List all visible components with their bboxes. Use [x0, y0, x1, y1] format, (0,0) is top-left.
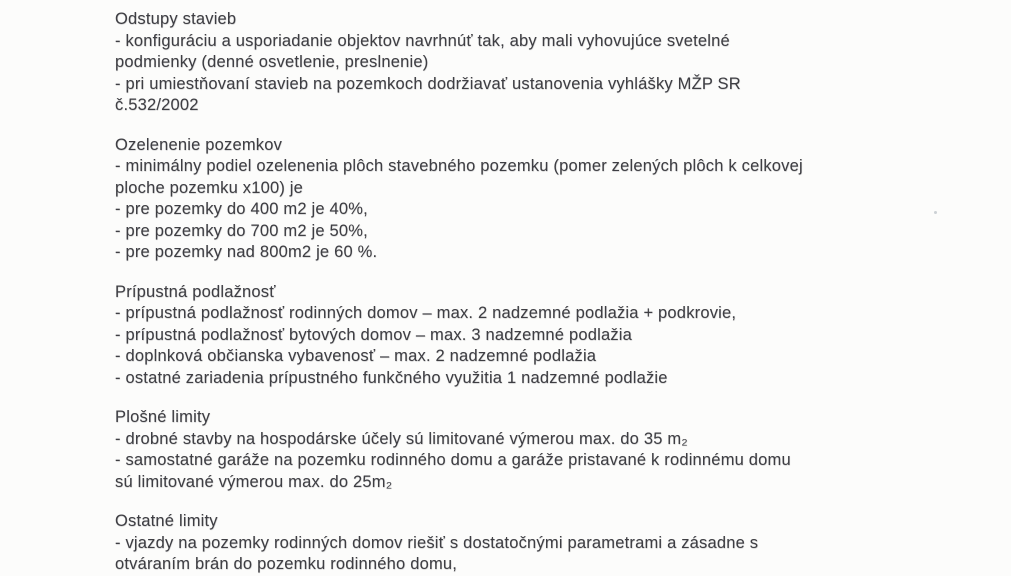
- text-line: ploche pozemku x100) je: [115, 178, 304, 197]
- section-heading: Odstupy stavieb: [115, 10, 237, 28]
- text-line: otváraním brán do pozemku rodinného domu,: [115, 555, 458, 573]
- text-line: - pre pozemky do 400 m2 je 40%,: [115, 200, 368, 218]
- text-line: - pre pozemky nad 800m2 je 60 %.: [115, 243, 378, 261]
- text-line: - prípustná podlažnosť rodinných domov – max. 2 nadzemné podlažia + podkrovie,: [115, 304, 737, 322]
- text-line: - konfiguráciu a usporiadanie objektov navrhnúť tak, aby mali vyhovujúce svetelné: [115, 31, 730, 50]
- section-ozelenenie-pozemkov: [115, 135, 1011, 264]
- text-line: - minimálny podiel ozelenenia plôch stavebného pozemku (pomer zelených plôch k celkovej: [115, 157, 803, 175]
- text-line: podmienky (denné osvetlenie, preslnenie): [115, 53, 429, 71]
- text-line: - vjazdy na pozemky rodinných domov riešiť s dostatočnými parametrami a zásadne s: [115, 533, 759, 552]
- text-line: - drobné stavby na hospodárske účely sú limitované výmerou max. do 35 m₂: [115, 429, 688, 448]
- section-plosne-limity: [115, 407, 1011, 493]
- section-heading: Plošné limity: [115, 408, 211, 426]
- section-heading: Prípustná podlažnosť: [115, 282, 276, 301]
- text-line: - prípustná podlažnosť bytových domov – max. 3 nadzemné podlažia: [115, 325, 633, 344]
- section-odstupy-stavieb: [115, 9, 1011, 117]
- scan-speck-artifact: [934, 211, 937, 214]
- text-line: - ostatné zariadenia prípustného funkčného využitia 1 nadzemné podlažie: [115, 368, 668, 387]
- text-line: č.532/2002: [115, 96, 199, 114]
- text-line: - doplnková občianska vybavenosť – max. 2 nadzemné podlažia: [115, 347, 597, 365]
- section-ostatne-limity: [115, 511, 1011, 576]
- section-pripustna-podlaznost: [115, 282, 1011, 390]
- text-line: sú limitované výmerou max. do 25m₂: [115, 472, 393, 491]
- text-line: - samostatné garáže na pozemku rodinného domu a garáže pristavané k rodinnému domu: [115, 451, 791, 469]
- section-heading: Ostatné limity: [115, 512, 218, 530]
- text-line: - pri umiestňovaní stavieb na pozemkoch dodržiavať ustanovenia vyhlášky MŽP SR: [115, 74, 741, 93]
- section-heading: Ozelenenie pozemkov: [115, 135, 283, 154]
- text-line: - pre pozemky do 700 m2 je 50%,: [115, 221, 368, 240]
